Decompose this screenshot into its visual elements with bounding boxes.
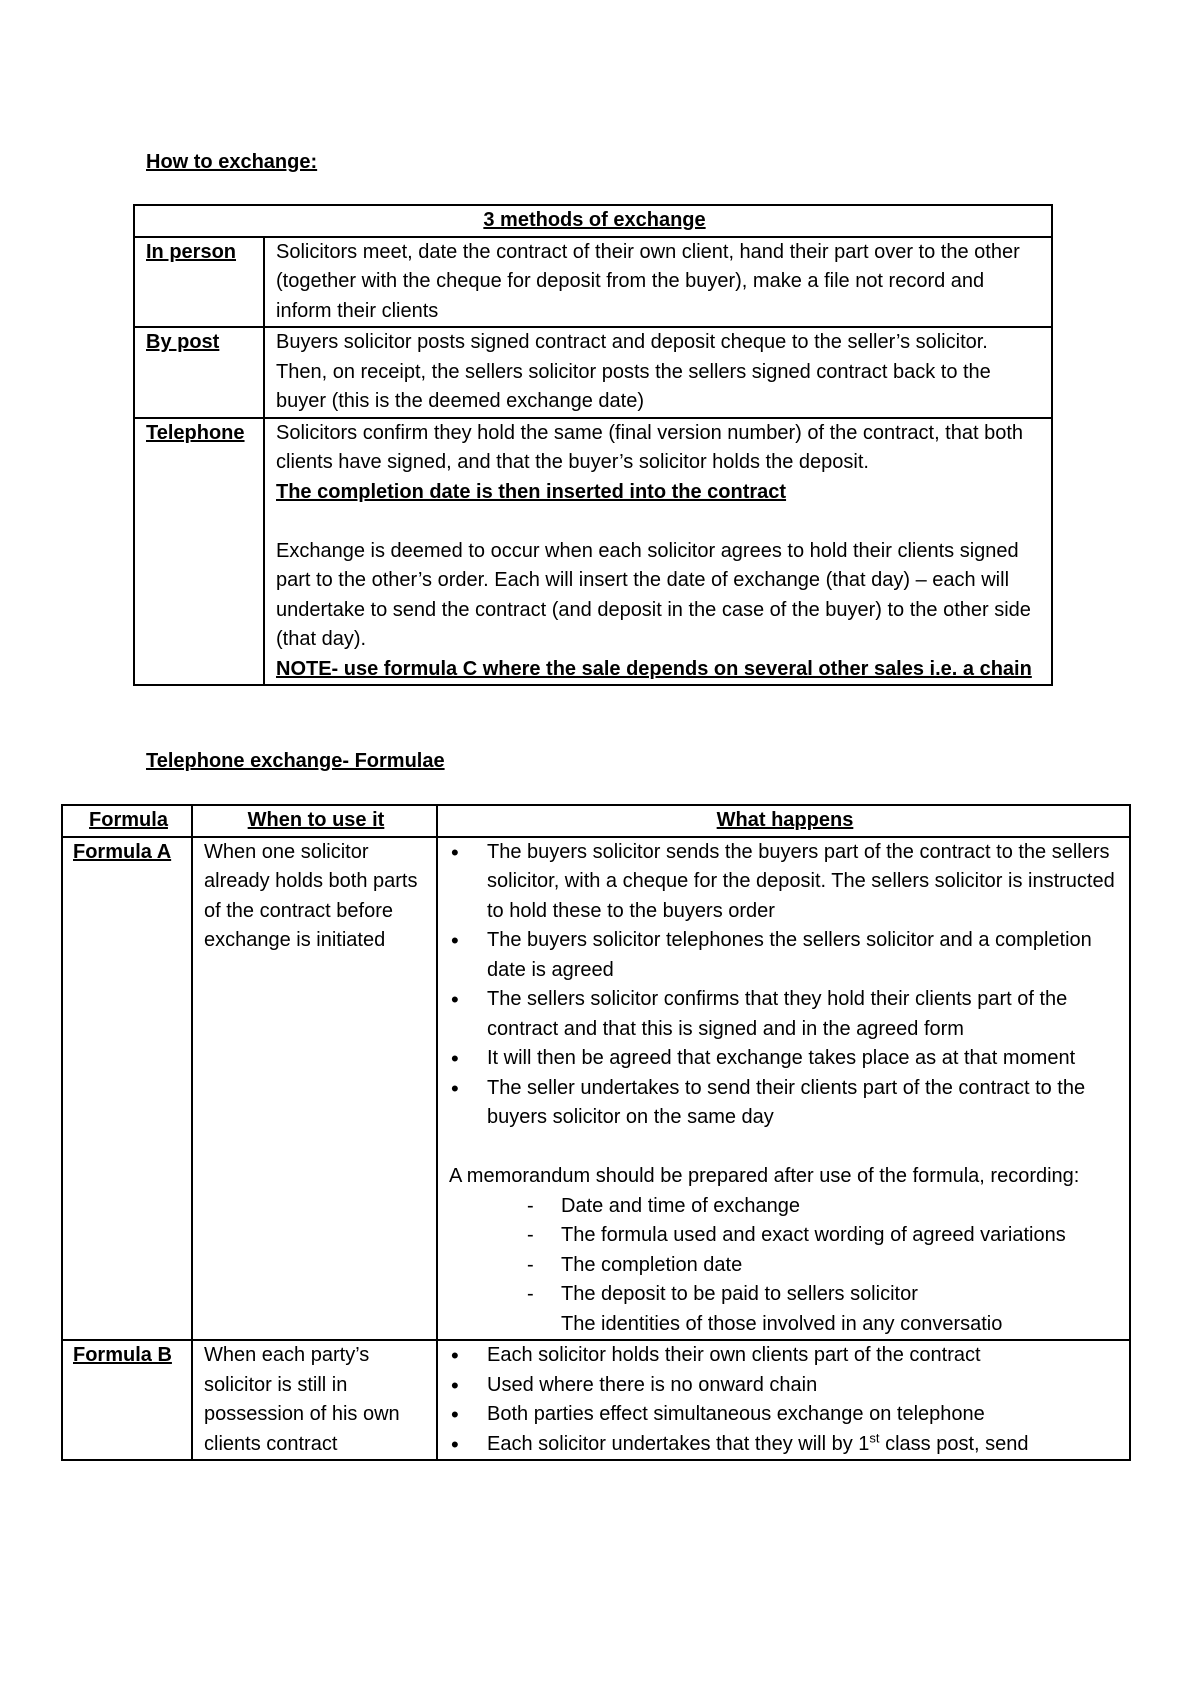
list-item: • It will then be agreed that exchange takes place as at that moment [449,1044,1121,1074]
methods-of-exchange-table [133,204,1053,686]
formulae-table [61,804,1131,1461]
list-item: - The formula used and exact wording of agreed variations [561,1221,1121,1251]
row-text-in-person: Solicitors meet, date the contract of their own client, hand their part over to the other (together with the cheque for deposit from the buyer), make a file not record and inform their clients [264,237,1052,328]
table-row [134,237,1052,328]
table-row [62,1340,1130,1460]
list-item: • The sellers solicitor confirms that they hold their clients part of the contract and that this is signed and in the agreed form [449,985,1121,1044]
last-bullet-text: Each solicitor undertakes that they will by 1 [487,1432,870,1455]
row-text-by-post: Buyers solicitor posts signed contract and deposit cheque to the seller’s solicitor. Then, on receipt, the sellers solicitor posts the sellers signed contract back to the buyer (this is the deemed exchange date) [264,327,1052,418]
formula-b-bullets [449,1341,1121,1459]
telephone-formulae-heading: Telephone exchange- Formulae [146,750,445,772]
spacer [276,507,1043,537]
memorandum-intro: A memorandum should be prepared after use of the formula, recording: [449,1165,1080,1187]
list-item: • Both parties effect simultaneous exchange on telephone [449,1400,1121,1430]
column-header-when: When to use it [192,805,437,837]
row-text-telephone [264,418,1052,686]
list-item: - The identities of those involved in any conversatio [561,1310,1121,1340]
row-label-telephone: Telephone [134,418,264,686]
table-row [134,327,1052,418]
spacer [449,1133,1121,1163]
list-item: • Each solicitor holds their own clients part of the contract [449,1341,1121,1371]
list-item: - The completion date [561,1251,1121,1281]
how-to-exchange-heading: How to exchange: [146,151,318,173]
memorandum-items [449,1192,1121,1340]
list-item: • The seller undertakes to send their clients part of the contract to the buyers solicitor on the same day [449,1074,1121,1133]
formula-a-label: Formula A [62,837,192,1341]
formula-b-when: When each party’s solicitor is still in possession of his own clients contract [192,1340,437,1460]
list-item [449,1430,1121,1460]
formula-b-label: Formula B [62,1340,192,1460]
formula-a-when: When one solicitor already holds both parts of the contract before exchange is initiated [192,837,437,1341]
table-row [62,837,1130,1341]
column-header-formula: Formula [62,805,192,837]
completion-date-note: The completion date is then inserted into the contract [276,480,787,503]
telephone-paragraph-1: Solicitors confirm they hold the same (final version number) of the contract, that both clients have signed, and that the buyer’s solicitor holds the deposit. [276,421,1024,473]
list-item: - The deposit to be paid to sellers solicitor [561,1280,1121,1310]
table-header-row [134,205,1052,237]
table-header-row [62,805,1130,837]
row-label-in-person: In person [134,237,264,328]
formula-b-what [437,1340,1130,1460]
list-item: • The buyers solicitor telephones the sellers solicitor and a completion date is agreed [449,926,1121,985]
list-item: - Date and time of exchange [561,1192,1121,1222]
formula-a-bullets [449,838,1121,1133]
list-item: • Used where there is no onward chain [449,1371,1121,1401]
column-header-what-happens: What happens [437,805,1130,837]
last-bullet-text-end: class post, send [879,1432,1029,1455]
telephone-paragraph-2: Exchange is deemed to occur when each solicitor agrees to hold their clients signed part to the other’s order. Each will insert the date of exchange (that day) – each will undertake to send the contract (and deposit in the case of the buyer) to the other side (that day). [276,539,1031,650]
formula-a-what [437,837,1130,1341]
formula-c-note: NOTE- use formula C where the sale depends on several other sales i.e. a chain [276,657,1032,680]
ordinal-suffix: st [869,1429,880,1445]
list-item: • The buyers solicitor sends the buyers part of the contract to the sellers solicitor, with a cheque for the deposit. The sellers solicitor is instructed to hold these to the buyers order [449,838,1121,927]
row-label-by-post: By post [134,327,264,418]
table-row [134,418,1052,686]
methods-table-title: 3 methods of exchange [134,205,1052,237]
